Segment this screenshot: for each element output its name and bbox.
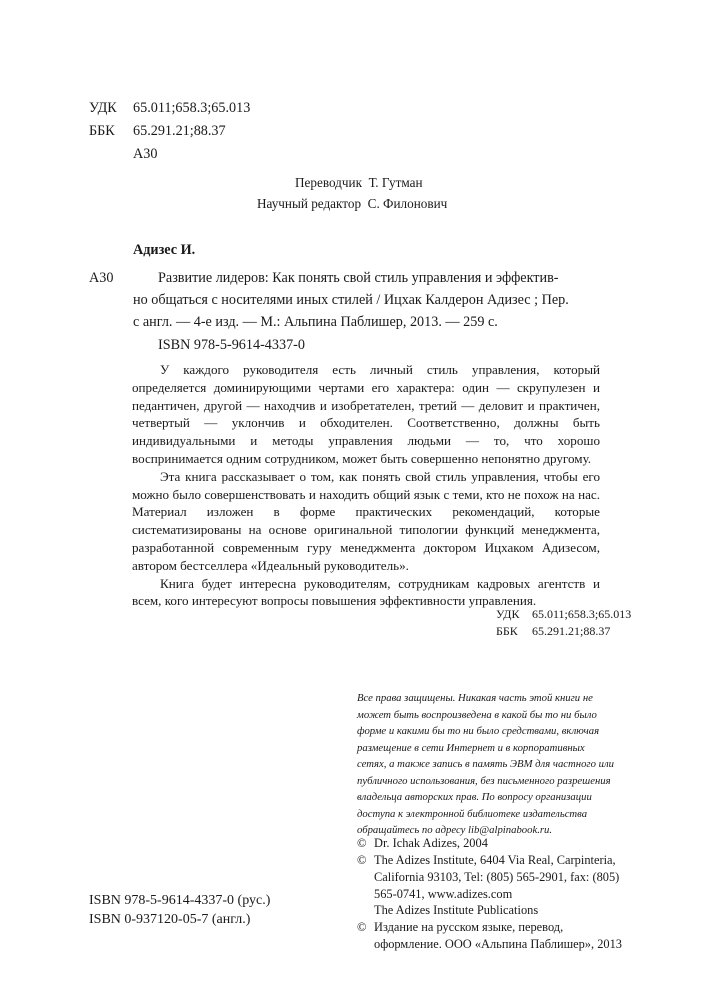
copyright-icon: © bbox=[357, 853, 367, 867]
udk-value-bottom: 65.011;658.3;65.013 bbox=[532, 607, 632, 621]
copyright-entry-line: Издание на русском языке, перевод, bbox=[374, 920, 564, 934]
rights-notice: Все права защищены. Никакая часть этой книги не может быть воспроизведена в какой бы то ни было форме и какими бы то ни было средствами, включая размещение в сети Интернет и в корпоративных сетях, а также запись в память ЭВМ для частного или публичного использования, без письменного разрешения владельца авторских прав. По вопросу организации доступа к электронной библиотеке издательства обращайтесь по адресу lib@alpinabook.ru. bbox=[357, 692, 614, 836]
author-heading: Адизес И. bbox=[133, 242, 196, 258]
bib-line: но общаться с носителями иных стилей / Ицхак Калдерон Адизес ; Пер. bbox=[133, 292, 569, 308]
udk-label-bottom: УДК bbox=[496, 607, 520, 621]
isbn-english: ISBN 0-937120-05-7 (англ.) bbox=[89, 912, 251, 927]
translator-label: Переводчик bbox=[295, 175, 362, 190]
bib-line: Развитие лидеров: Как понять свой стиль управления и эффектив- bbox=[158, 270, 559, 286]
copyright-icon: © bbox=[357, 920, 367, 934]
copyright-entry-line: оформление. ООО «Альпина Паблишер», 2013 bbox=[374, 937, 622, 951]
annotation-paragraph: Эта книга рассказывает о том, как понять свой стиль управления, чтобы его можно было совершенствовать и находить общий язык с теми, кто не похож на нас. Материал изложен в форме практических рекомендаций, которые систематизированы на основе оригинальной типологии функций менеджмента, разработанной современным гуру менеджмента доктором Ицхаком Адизесом, автором бестселлера «Идеальный руководитель». bbox=[132, 468, 600, 573]
editor-label: Научный редактор bbox=[257, 196, 362, 211]
bbk-label-bottom: ББК bbox=[496, 624, 518, 638]
translator-line bbox=[295, 175, 423, 191]
bbk-value-bottom: 65.291.21;88.37 bbox=[532, 624, 611, 638]
copyright-entry-line: 565-0741, www.adizes.com bbox=[374, 887, 513, 901]
isbn-bib: ISBN 978-5-9614-4337-0 bbox=[158, 337, 305, 353]
copyright-entry-line: California 93103, Tel: (805) 565-2901, fax: (805) bbox=[374, 870, 620, 884]
annotation-paragraph: У каждого руководителя есть личный стиль управления, который определяется доминирующими чертами его характера: один — скрупулезен и педантичен, другой — находчив и изобретателен, третий — деловит и практичен, четвертый — уклончив и обходителен. Соответственно, должны быть индивидуальными и методы управления людьми — то, что хорошо воспринимается одним сотрудником, может быть совершенно непонятно другому. bbox=[132, 362, 600, 466]
editor-line bbox=[257, 196, 447, 212]
copyright-icon: © bbox=[357, 836, 367, 850]
udk-value-top: 65.011;658.3;65.013 bbox=[133, 100, 251, 116]
isbn-russian: ISBN 978-5-9614-4337-0 (рус.) bbox=[89, 893, 271, 908]
bbk-label-top: ББК bbox=[89, 123, 115, 139]
editor-name: С. Филонович bbox=[367, 196, 448, 211]
translator-name: Т. Гутман bbox=[368, 175, 423, 190]
bib-line: с англ. — 4-е изд. — М.: Альпина Паблишер, 2013. — 259 с. bbox=[133, 314, 498, 330]
udk-label-top: УДК bbox=[89, 100, 117, 116]
annotation bbox=[132, 361, 600, 610]
author-sign: А30 bbox=[133, 146, 158, 162]
copyright-entry-line: The Adizes Institute, 6404 Via Real, Carpinteria, bbox=[374, 853, 616, 867]
bib-mark: А30 bbox=[89, 270, 114, 286]
bbk-value-top: 65.291.21;88.37 bbox=[133, 123, 226, 139]
annotation-paragraph: Книга будет интересна руководителям, сотрудникам кадровых агентств и всем, кого интересуют вопросы повышения эффективности управления. bbox=[132, 575, 600, 609]
copyright-entry: Dr. Ichak Adizes, 2004 bbox=[374, 836, 488, 850]
copyright-entry-line: The Adizes Institute Publications bbox=[374, 903, 539, 917]
